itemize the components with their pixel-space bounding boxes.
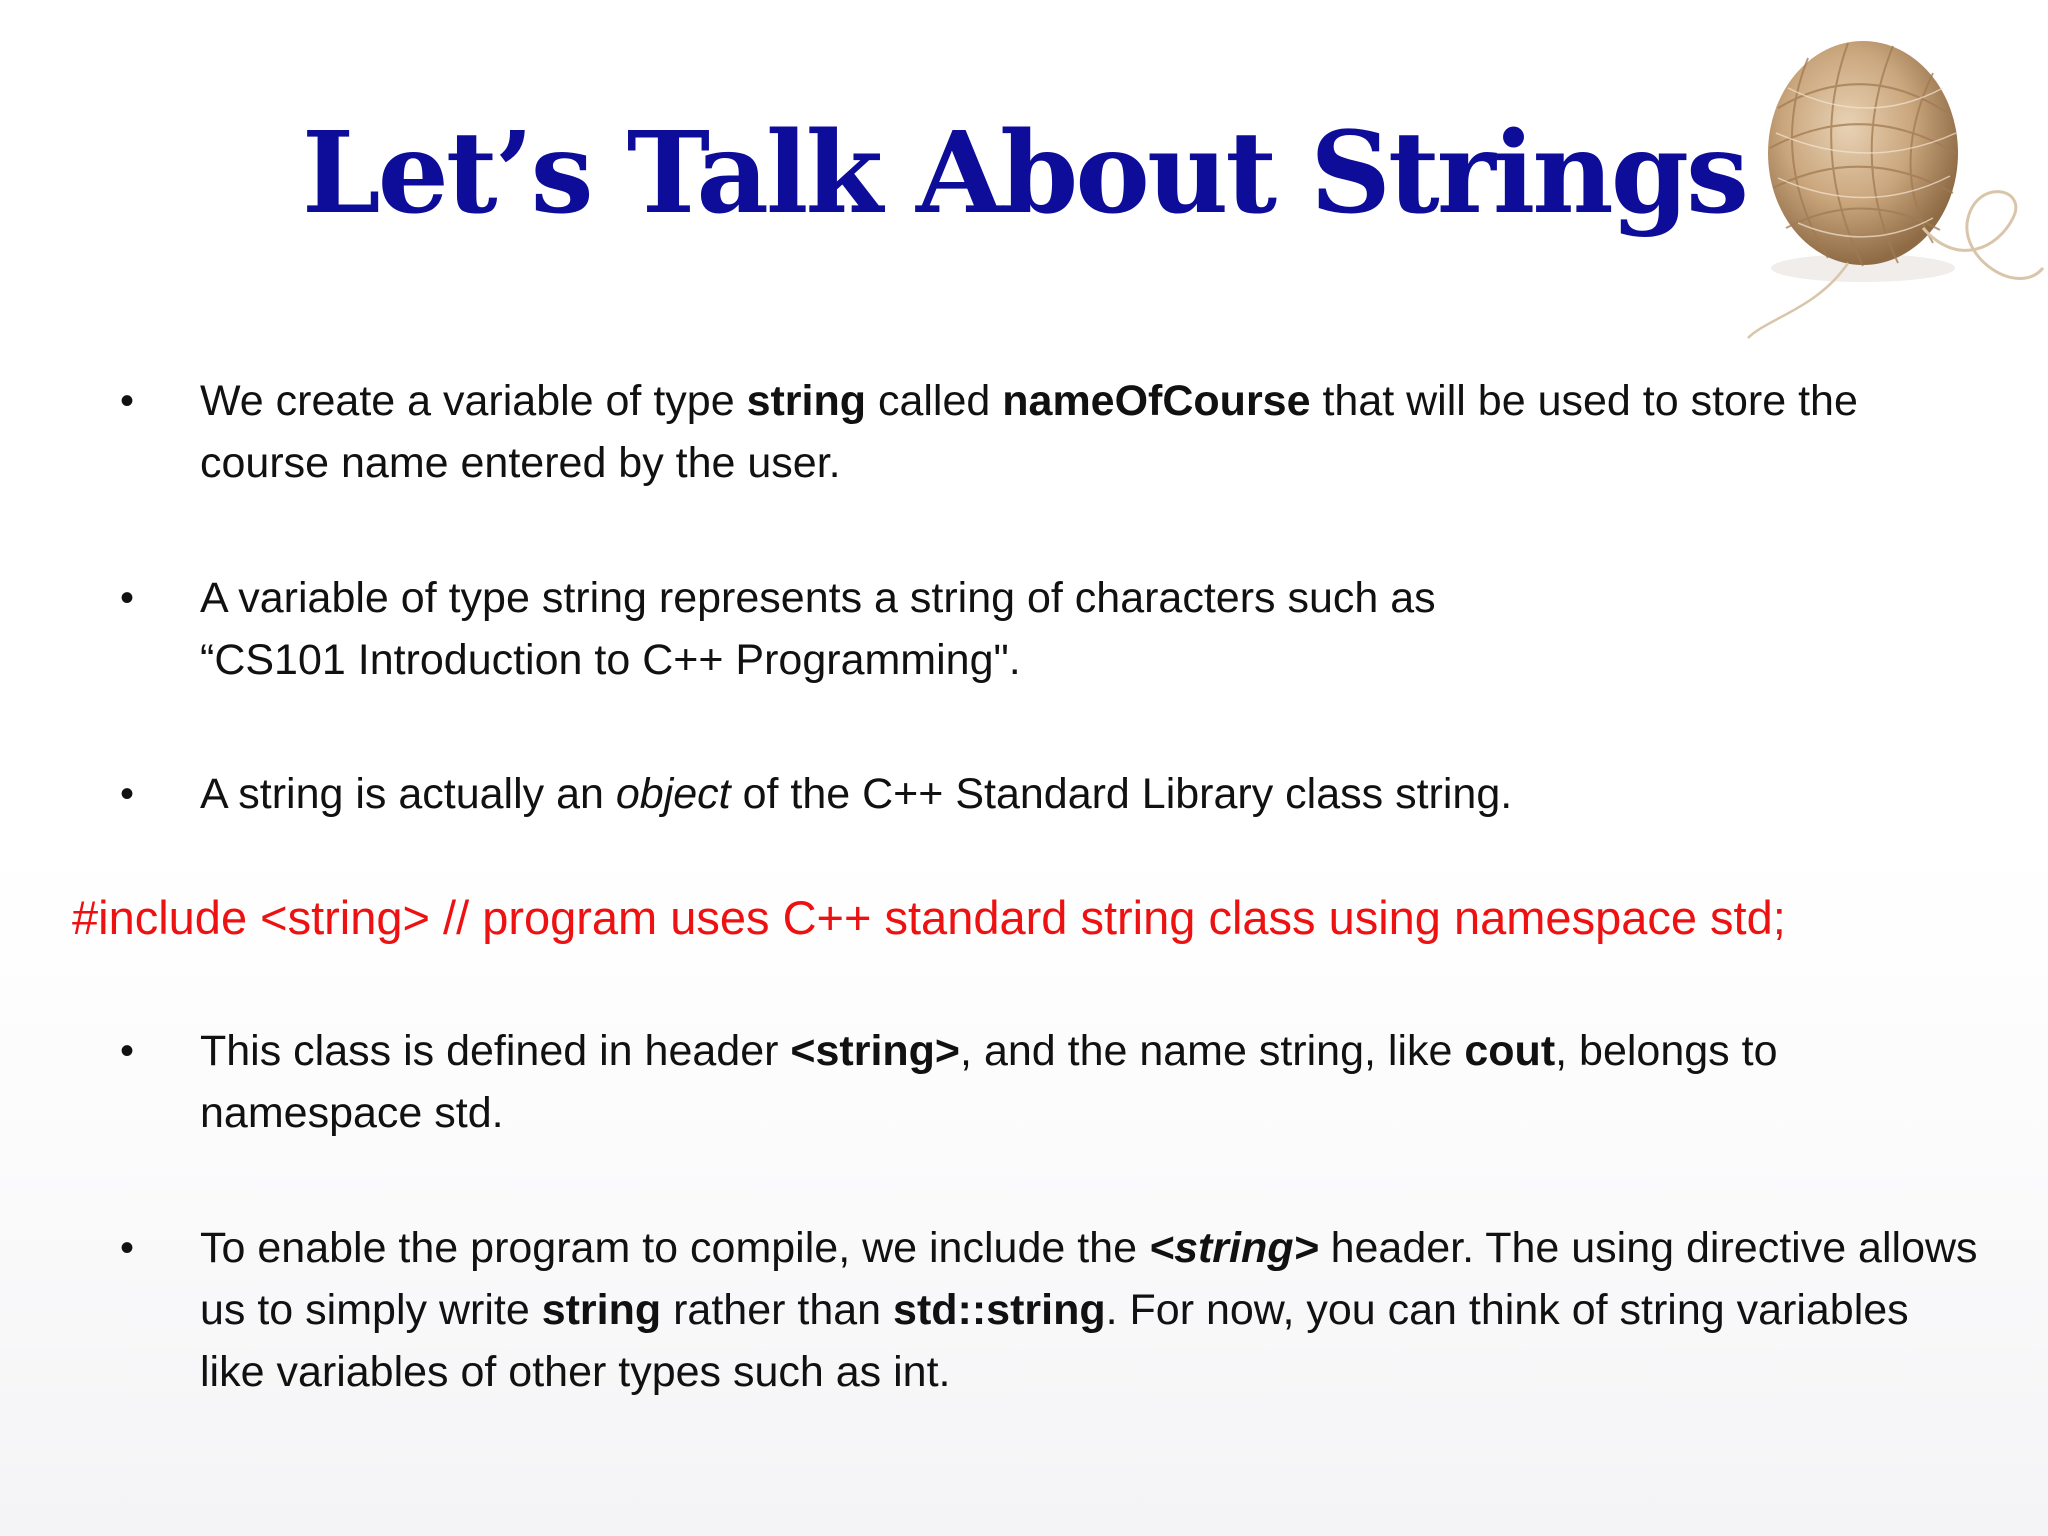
text-segment: “CS101 Introduction to C++ Programming". bbox=[200, 636, 1021, 684]
bullet-dot: • bbox=[120, 1029, 135, 1073]
bullet-text bbox=[200, 1217, 1980, 1403]
bullet-item bbox=[120, 763, 1980, 833]
code-include-line: #include <string> // program uses C++ standard string class using namespace std; bbox=[72, 891, 1786, 944]
bullet-item bbox=[120, 567, 1980, 697]
text-segment: , belongs to namespace std. bbox=[200, 1027, 1778, 1137]
slide-title: Let’s Talk About Strings bbox=[301, 108, 1747, 239]
text-segment-bold: string bbox=[746, 377, 867, 425]
bullet-dot: • bbox=[120, 772, 135, 816]
text-segment: called bbox=[866, 377, 1003, 425]
text-segment: A variable of type string represents a string of characters such as bbox=[200, 574, 1436, 622]
bullet-item bbox=[120, 1217, 1980, 1417]
bullet-text bbox=[200, 1020, 1980, 1144]
text-segment: of the C++ Standard Library class string. bbox=[730, 770, 1513, 818]
bullet-dot: • bbox=[120, 1226, 135, 1270]
text-segment: header. The using directive allows us to simply write bbox=[200, 1224, 1978, 1334]
text-segment-bold: string bbox=[541, 1286, 662, 1334]
text-segment: rather than bbox=[661, 1286, 894, 1334]
text-segment-italic: object bbox=[615, 770, 731, 818]
text-segment-bold: <string> bbox=[790, 1027, 961, 1075]
text-segment: To enable the program to compile, we include the bbox=[200, 1224, 1149, 1272]
text-segment: . For now, you can think of string variables like variables of other types such as int. bbox=[200, 1286, 1909, 1396]
yarn-ball-image bbox=[1728, 18, 2048, 348]
text-segment-bold: cout bbox=[1464, 1027, 1556, 1075]
text-segment: that will be used to store the course name entered by the user. bbox=[200, 377, 1858, 487]
text-segment-bold: std::string bbox=[893, 1286, 1106, 1334]
bullet-text bbox=[200, 370, 1980, 494]
text-segment: , and the name string, like bbox=[960, 1027, 1465, 1075]
text-segment: This class is defined in header bbox=[200, 1027, 791, 1075]
bullet-dot: • bbox=[120, 576, 135, 620]
bullet-item bbox=[120, 1020, 1980, 1150]
bullet-item bbox=[120, 370, 1980, 500]
text-segment-bold-italic: <string> bbox=[1148, 1224, 1319, 1272]
text-segment-bold: nameOfCourse bbox=[1002, 377, 1311, 425]
bullet-text bbox=[200, 763, 1980, 825]
bullet-dot: • bbox=[120, 379, 135, 423]
bullet-text bbox=[200, 567, 1980, 691]
text-segment: We create a variable of type bbox=[200, 377, 747, 425]
text-segment: A string is actually an bbox=[200, 770, 616, 818]
